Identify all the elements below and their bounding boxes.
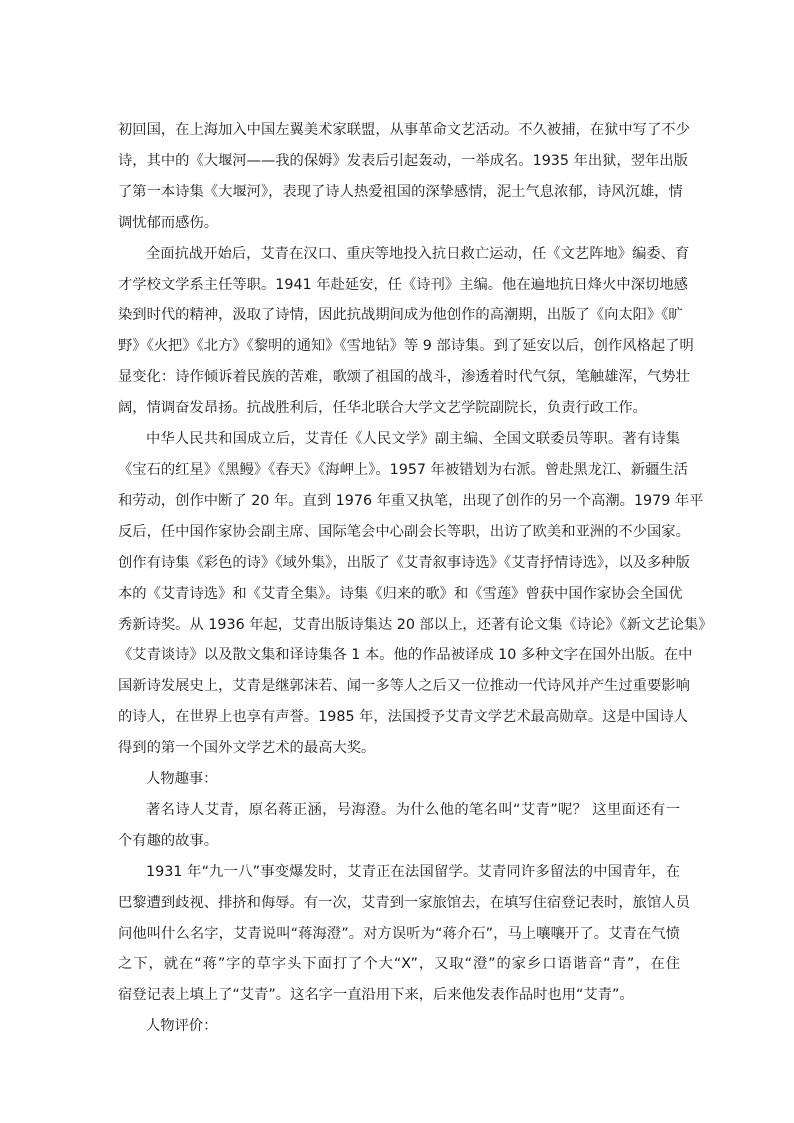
text-line: 中华人民共和国成立后，艾青任《人民文学》副主编、全国文联委员等职。著有诗集 — [146, 431, 680, 448]
text-line: 和劳动，创作中断了 20 年。直到 1976 年重又执笔，出现了创作的另一个高潮。1979 年平 — [118, 492, 704, 509]
paragraph-pen-name-intro — [118, 795, 680, 857]
text-line: 创作有诗集《彩色的诗》《域外集》，出版了《艾青叙事诗选》《艾青抒情诗选》，以及多种版 — [118, 554, 690, 571]
text-line: 诗，其中的《大堰河——我的保姆》发表后引起轰动，一举成名。1935 年出狱，翌年出版 — [118, 152, 688, 169]
text-line: 《艾青谈诗》以及散文集和译诗集各 1 本。他的作品被译成 10 多种文字在国外出版。在中 — [118, 647, 693, 664]
text-line: 巴黎遭到歧视、排挤和侮辱。有一次，艾青到一家旅馆去，在填写住宿登记表时，旅馆人员 — [118, 894, 690, 911]
paragraph-post-1949 — [118, 424, 713, 764]
text-line: 的诗人，在世界上也享有声誉。1985 年，法国授予艾青文学艺术最高勋章。这是中国诗人 — [118, 709, 688, 726]
document-page — [118, 115, 713, 1042]
text-line: 才学校文学系主任等职。1941 年赴延安，任《诗刊》主编。他在遍地抗日烽火中深切地感 — [118, 276, 688, 293]
text-line: 之下，就在“蒋”字的草字头下面打了个大“X”，又取“澄”的家乡口语谐音“青”，在住 — [118, 956, 680, 973]
text-line: 著名诗人艾青，原名蒋正涵，号海澄。为什么他的笔名叫“艾青”呢？ 这里面还有一 — [146, 801, 680, 818]
text-line: 《宝石的红星》《黑鳗》《春天》《海岬上》。1957 年被错划为右派。曾赴黑龙江、新疆生活 — [118, 461, 688, 478]
text-line: 国新诗发展史上，艾青是继郭沫若、闻一多等人之后又一位推动一代诗风并产生过重要影响 — [118, 678, 690, 695]
text-line: 野》《火把》《北方》《黎明的通知》《雪地钻》等 9 部诗集。到了延安以后，创作风格起了明 — [118, 338, 694, 355]
text-line: 调忧郁而感伤。 — [118, 214, 219, 231]
heading-text: 人物评价： — [146, 1018, 218, 1035]
text-line: 宿登记表上填上了“艾青”。这名字一直沿用下来，后来他发表作品时也用“艾青”。 — [118, 987, 634, 1004]
text-line: 染到时代的精神，汲取了诗情，因此抗战期间成为他创作的高潮期，出版了《向太阳》《旷 — [118, 307, 683, 324]
section-heading-anecdote — [118, 764, 680, 795]
paragraph-war-period — [118, 239, 694, 424]
text-line: 反后，任中国作家协会副主席、国际笔会中心副会长等职，出访了欧美和亚洲的不少国家。 — [118, 523, 690, 540]
text-line: 个有趣的故事。 — [118, 832, 219, 849]
text-line: 本的《艾青诗选》和《艾青全集》。诗集《归来的歌》和《雪莲》曾获中国作家协会全国优 — [118, 585, 683, 602]
text-line: 阔，情调奋发昂扬。抗战胜利后，任华北联合大学文艺学院副院长，负责行政工作。 — [118, 400, 647, 417]
text-line: 显变化：诗作倾诉着民族的苦难，歌颂了祖国的战斗，渗透着时代气氛，笔触雄浑，气势壮 — [118, 369, 690, 386]
text-line: 秀新诗奖。从 1936 年起，艾青出版诗集达 20 部以上，还著有论文集《诗论》《新文艺论集》 — [118, 616, 713, 633]
text-line: 初回国，在上海加入中国左翼美术家联盟，从事革命文艺活动。不久被捕，在狱中写了不少 — [118, 122, 690, 138]
section-heading-evaluation — [118, 1011, 680, 1042]
paragraph-early-life — [118, 115, 690, 239]
text-line: 得到的第一个国外文学艺术的最高大奖。 — [118, 740, 376, 757]
text-line: 问他叫什么名字，艾青说叫“蒋海澄”。对方误听为“蒋介石”，马上嚷嚷开了。艾青在气愤 — [118, 925, 680, 942]
heading-text: 人物趣事： — [146, 771, 218, 788]
text-line: 了第一本诗集《大堰河》，表现了诗人热爱祖国的深挚感情，泥土气息浓郁，诗风沉雄，情 — [118, 183, 683, 200]
text-line: 1931 年“九一八”事变爆发时，艾青正在法国留学。艾青同许多留法的中国青年，在 — [146, 863, 680, 880]
paragraph-pen-name-story — [118, 857, 690, 1012]
text-line: 全面抗战开始后，艾青在汉口、重庆等地投入抗日救亡运动，任《文艺阵地》编委、育 — [146, 245, 690, 262]
